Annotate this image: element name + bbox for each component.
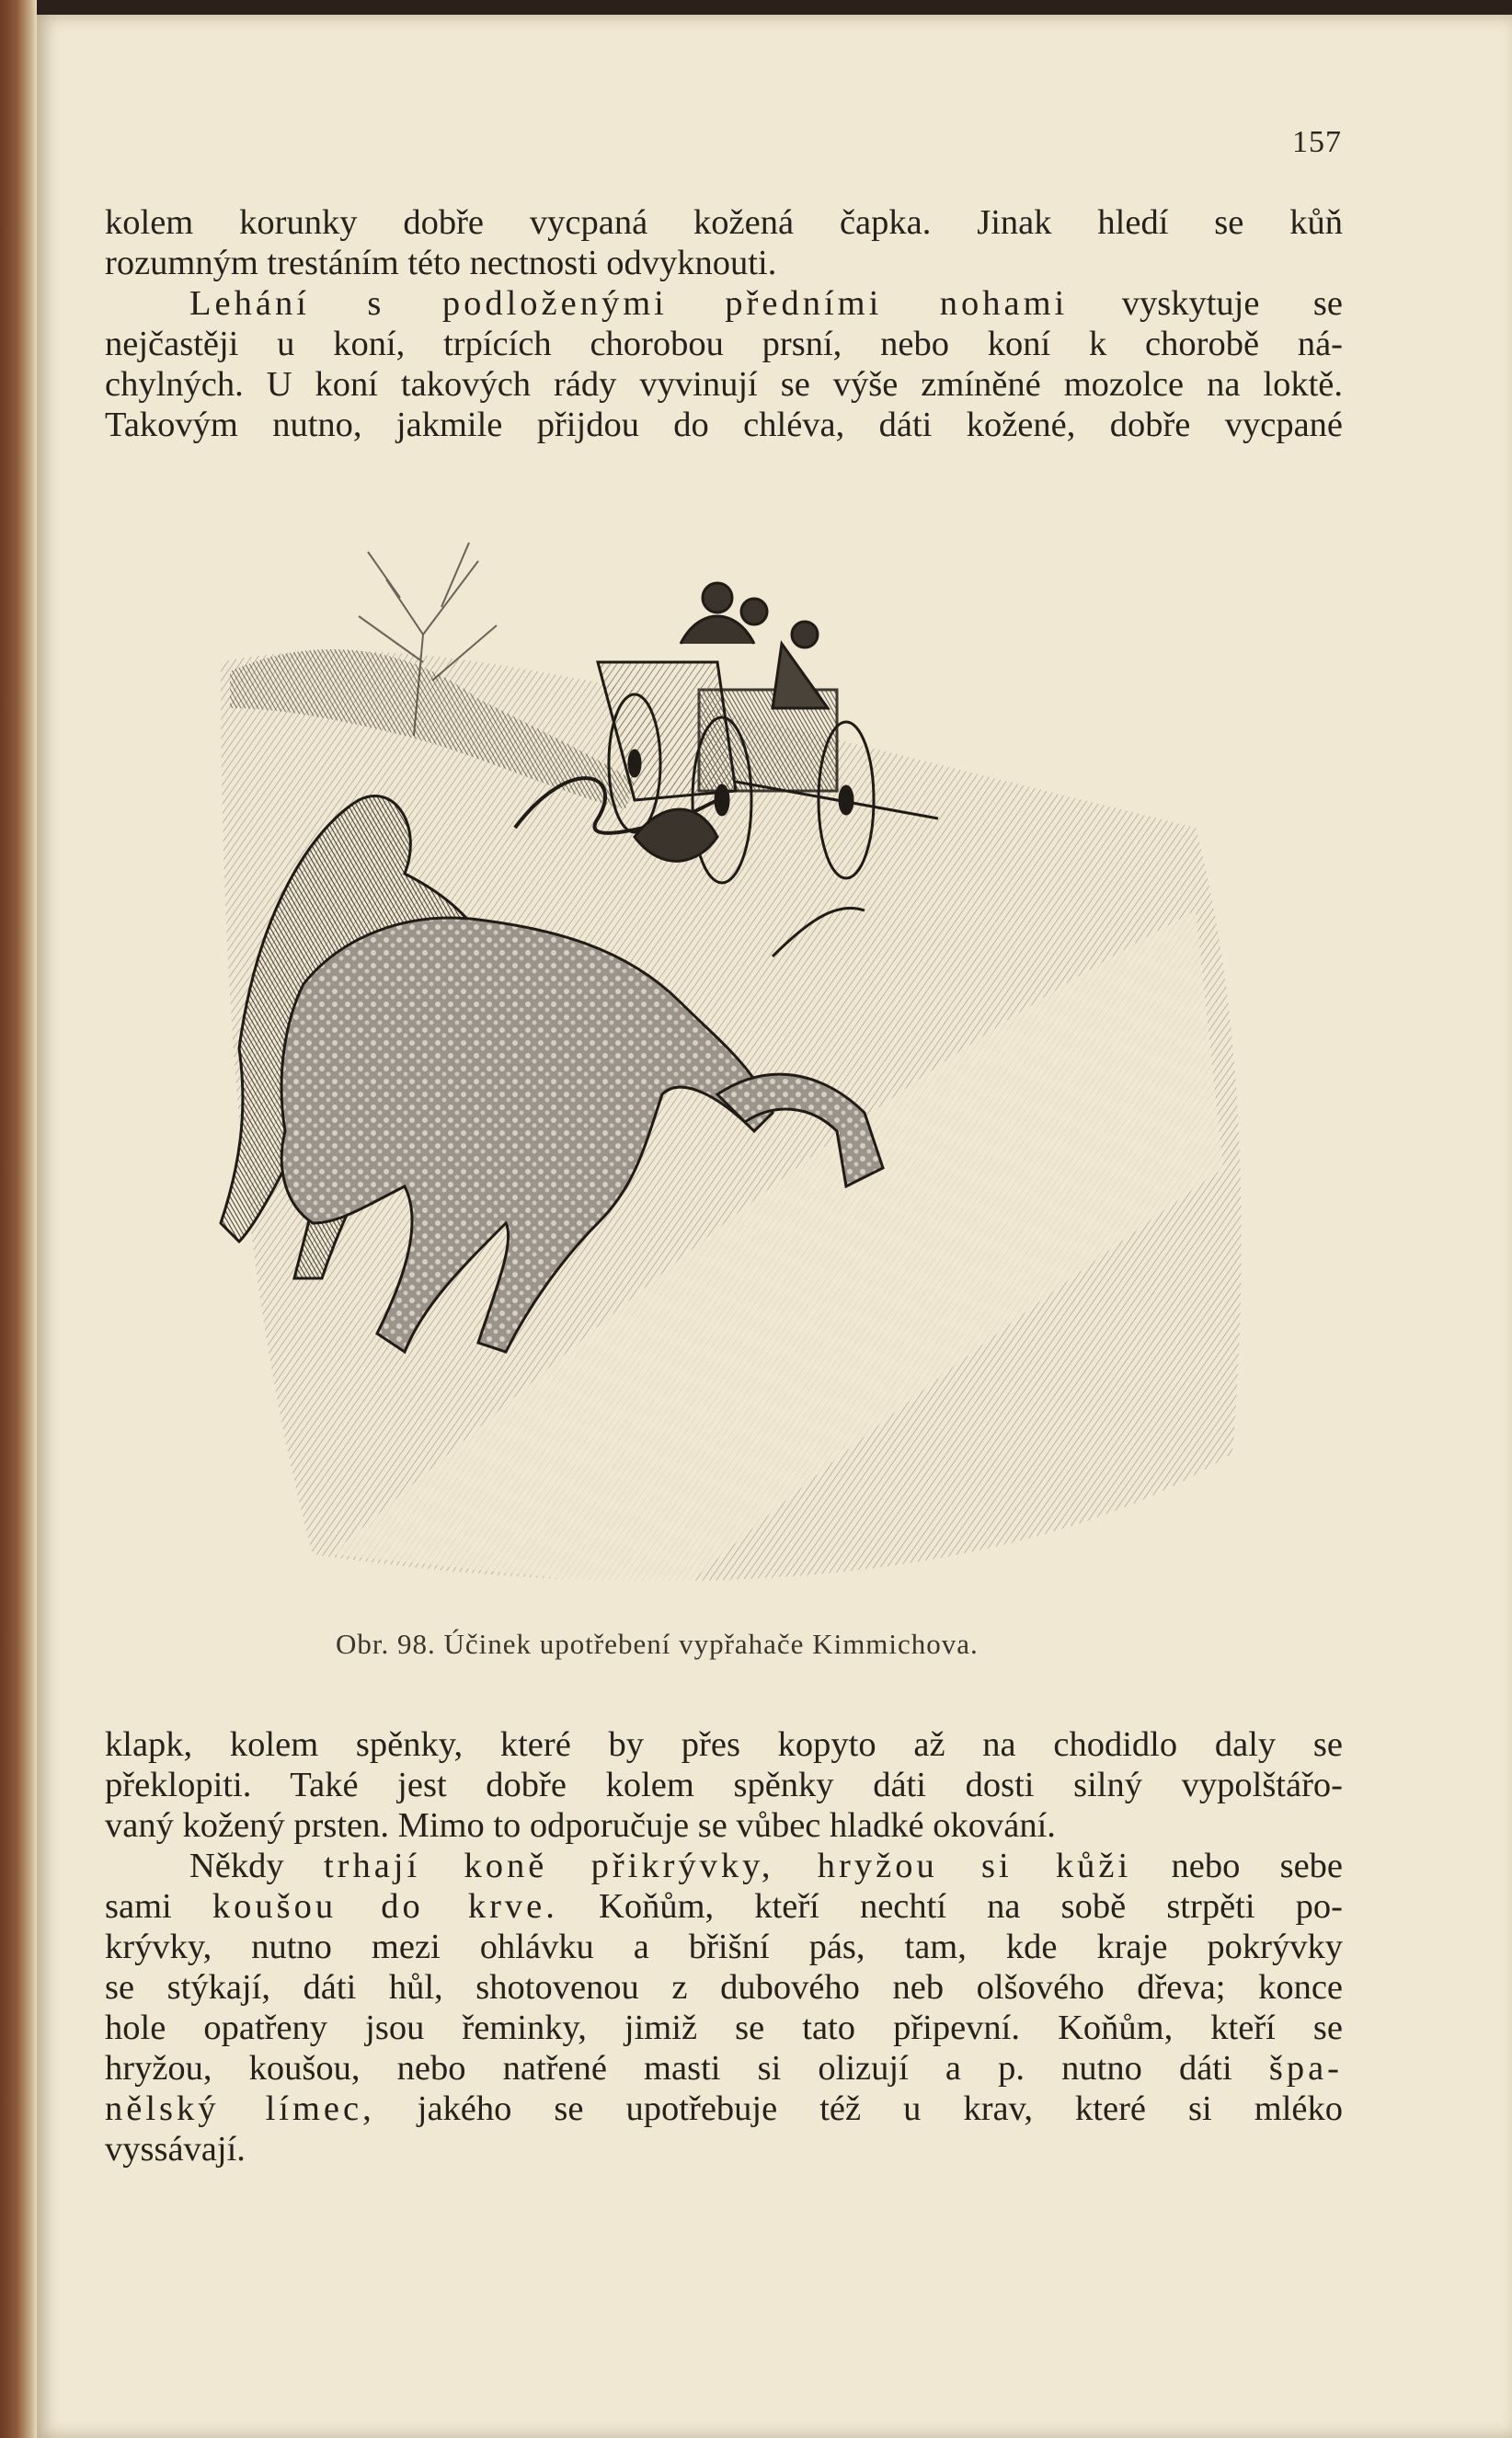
text-fragment: sami [105, 1887, 172, 1926]
text-line: klapk, kolem spěnky, které by přes kopyto až na chodidlo daly se [105, 1725, 1343, 1764]
text-fragment: hryžou, koušou, nebo natřené masti si olizují a p. nutno dáti [105, 2049, 1232, 2088]
text-line: nejčastěji u koní, trpících chorobou prsní, nebo koní k chorobě ná- [105, 325, 1343, 363]
text-line [105, 2048, 1343, 2089]
text-line [105, 283, 1343, 324]
text-line: překlopiti. Také jest dobře kolem spěnky dáti dosti silný vypolštářo- [105, 1766, 1343, 1804]
text-line: kolem korunky dobře vycpaná kožená čapka. Jinak hledí se kůň [105, 203, 1343, 242]
text-line: krývky, nutno mezi ohlávku a břišní pás, tam, kde kraje pokrývky [105, 1928, 1343, 1966]
text-fragment: vyskytuje se [1121, 284, 1344, 323]
emphasized-phrase: nělský límec, [105, 2089, 375, 2128]
text-line: se stýkají, dáti hůl, shotovenou z dubového neb olšového dřeva; konce [105, 1968, 1343, 2007]
book-spine-edge [0, 0, 37, 2438]
text-line: rozumným trestáním této nectnosti odvyknouti. [105, 244, 777, 282]
top-paragraph [105, 202, 1343, 445]
text-fragment: Někdy [189, 1847, 284, 1885]
text-line: vyssávají. [105, 2130, 246, 2169]
engraving-illustration [202, 524, 1260, 1609]
text-fragment: jakého se upotřebuje též u krav, které si mléko [417, 2089, 1343, 2128]
emphasized-phrase: Lehání s podloženými předními nohami [189, 284, 1069, 323]
text-line [105, 1846, 1343, 1886]
text-line: vaný kožený prsten. Mimo to odporučuje se vůbec hladké okování. [105, 1806, 1056, 1845]
text-line [105, 2089, 1343, 2129]
bottom-paragraph [105, 1724, 1343, 2169]
text-fragment: Koňům, kteří nechtí na sobě strpěti po- [599, 1887, 1344, 1926]
page-number: 157 [1292, 125, 1342, 159]
text-line [105, 1886, 1343, 1927]
emphasized-phrase: trhají koně přikrývky, hryžou si kůži [323, 1847, 1132, 1885]
text-fragment: nebo sebe [1171, 1847, 1344, 1885]
text-line: chylných. U koní takových rády vyvinují se výše zmíněné mozolce na loktě. [105, 365, 1343, 404]
emphasized-phrase: koušou do krve. [212, 1887, 558, 1926]
emphasized-phrase: špa- [1268, 2049, 1343, 2088]
text-line: Takovým nutno, jakmile přijdou do chléva, dáti kožené, dobře vycpané [105, 406, 1343, 444]
text-line: hole opatřeny jsou řeminky, jimiž se tato připevní. Koňům, kteří se [105, 2009, 1343, 2047]
figure-caption: Obr. 98. Účinek upotřebení vypřahače Kimmichova. [336, 1628, 979, 1660]
